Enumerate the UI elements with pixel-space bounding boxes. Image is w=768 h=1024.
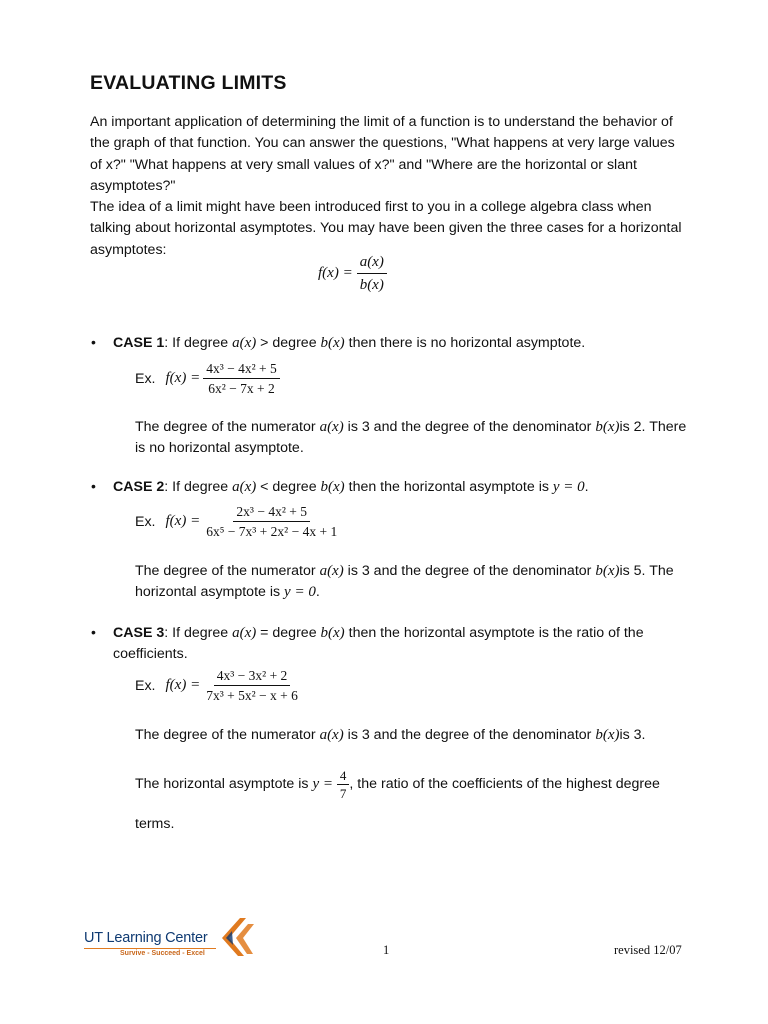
case-1-example-fraction: $\frac{\text{4x³ − 4x² + 5}}{\text{6x² − 7x + 2}}$	[203, 360, 280, 397]
case-2-example-fraction: $\frac{\text{2x³ − 4x² + 5}}{\text{6x⁵ − 7x³ + 2x² − 4x + 1}}$	[206, 504, 338, 539]
case-1-example: Ex. f(x) = $\frac{\text{4x³ − 4x² + 5}}{\text{6x² − 7x + 2}}$	[135, 360, 280, 397]
case-3-explanation: The degree of the numerator a(x) is 3 and the degree of the denominator b(x)is 3.	[135, 727, 646, 743]
case-1-b: b(x)	[320, 335, 345, 351]
case-3-label: CASE 3	[113, 625, 165, 641]
case-2-rule: CASE 2: If degree a(x) < degree b(x) then the horizontal asymptote is y = 0.	[113, 479, 589, 495]
case-3-asymptote-fraction: $\frac{4}{7}$	[337, 768, 350, 801]
chevron-logo-icon	[218, 916, 258, 958]
main-formula-denominator: b(x)	[359, 277, 384, 293]
page-number: 1	[383, 943, 390, 957]
case-3-bullet: •	[91, 624, 96, 640]
intro-paragraph-2: The idea of a limit might have been introduced first to you in a college algebra class when talking about horizontal asymptotes. You may have been given the three cases for a horizontal asymptotes:	[90, 199, 682, 258]
main-formula	[318, 252, 387, 295]
case-1-bullet: •	[91, 334, 96, 350]
ut-learning-center-logo	[84, 916, 264, 960]
case-3-example-fraction: $\frac{\text{4x³ − 3x² + 2}}{\text{7x³ + 5x² − x + 6}}$	[206, 668, 298, 703]
case-3-rule: CASE 3: If degree a(x) = degree b(x) then the horizontal asymptote is the ratio of the coefficients.	[113, 625, 644, 663]
case-1-explanation: The degree of the numerator a(x) is 3 and the degree of the denominator b(x)is 2. There is no horizontal asymptote.	[135, 419, 687, 457]
page-title: EVALUATING LIMITS	[90, 72, 287, 94]
case-3-example: Ex. f(x) = $\frac{\text{4x³ − 3x² + 2}}{\text{7x³ + 5x² − x + 6}}$	[135, 667, 301, 704]
intro-paragraph: An important application of determining the limit of a function is to understand the behavior of the graph of that function. You can answer the questions, "What happens at very large values of x?" "What happens at very small values of x?" and "Where are the horizontal or slant asymptotes?"	[90, 114, 675, 194]
logo-underline	[84, 948, 216, 949]
revised-date: revised 12/07	[614, 943, 682, 957]
logo-tagline: Survive - Succeed - Excel	[120, 950, 205, 957]
case-2-label: CASE 2	[113, 479, 165, 495]
logo-text: UT Learning Center	[84, 930, 208, 946]
case-2-example: Ex. f(x) = $\frac{\text{2x³ − 4x² + 5}}{\text{6x⁵ − 7x³ + 2x² − 4x + 1}}$	[135, 503, 340, 540]
main-formula-fraction	[357, 252, 387, 295]
main-formula-lhs: f(x) =	[318, 265, 353, 281]
case-1-rule: CASE 1: If degree a(x) > degree b(x) then there is no horizontal asymptote.	[113, 335, 586, 351]
case-2-bullet: •	[91, 478, 96, 494]
main-formula-numerator: a(x)	[357, 252, 387, 274]
case-1-a: a(x)	[232, 335, 257, 351]
case-2-explanation: The degree of the numerator a(x) is 3 and the degree of the denominator b(x)is 5. The horizontal asymptote is y = 0.	[135, 563, 674, 601]
case-3-asymptote: The horizontal asymptote is y = $\frac{4}{7}$ , the ratio of the coefficients of the highest degree terms.	[135, 767, 660, 832]
case-1-label: CASE 1	[113, 335, 165, 351]
